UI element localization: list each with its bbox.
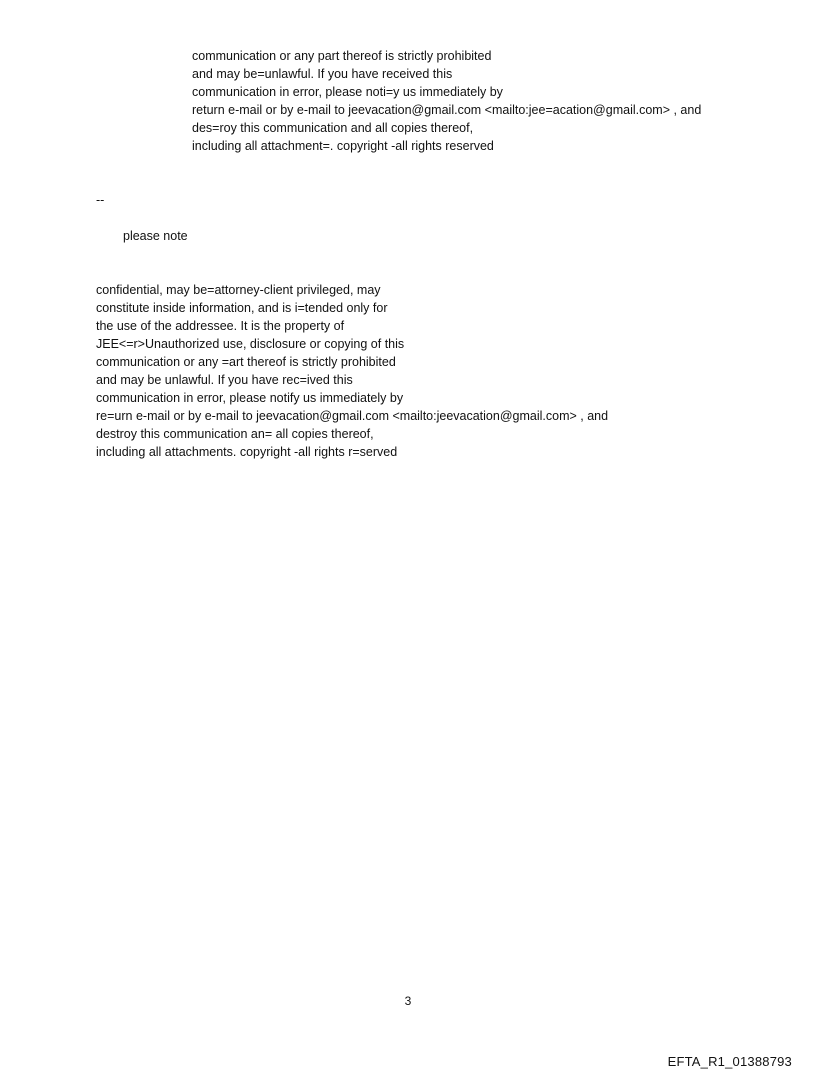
signature-separator: -- <box>96 193 105 207</box>
disclaimer-line: confidential, may be=attorney-client privileged, may <box>96 283 381 297</box>
please-note-text: please note <box>123 229 188 243</box>
disclaimer-line: destroy this communication an= all copies thereof, <box>96 427 374 441</box>
quoted-line: including all attachment=. copyright -all rights reserved <box>192 139 494 153</box>
document-id: EFTA_R1_01388793 <box>667 1054 792 1069</box>
quoted-line: return e-mail or by e-mail to jeevacation@gmail.com <mailto:jee=acation@gmail.com> , and <box>192 103 702 117</box>
quoted-line: and may be=unlawful. If you have received this <box>192 67 453 81</box>
quoted-line: communication in error, please noti=y us immediately by <box>192 85 503 99</box>
disclaimer-line: constitute inside information, and is i=tended only for <box>96 301 388 315</box>
disclaimer-line: including all attachments. copyright -all rights r=served <box>96 445 398 459</box>
page-number: 3 <box>404 994 412 1008</box>
disclaimer-line: re=urn e-mail or by e-mail to jeevacation@gmail.com <mailto:jeevacation@gmail.com> , and <box>96 409 609 423</box>
disclaimer-line: the use of the addressee. It is the property of <box>96 319 345 333</box>
disclaimer-line: and may be unlawful. If you have rec=ived this <box>96 373 353 387</box>
quoted-line: communication or any part thereof is strictly prohibited <box>192 49 492 63</box>
quoted-line: des=roy this communication and all copies thereof, <box>192 121 474 135</box>
disclaimer-line: communication or any =art thereof is strictly prohibited <box>96 355 396 369</box>
disclaimer-line: JEE<=r>Unauthorized use, disclosure or copying of this <box>96 337 405 351</box>
disclaimer-line: communication in error, please notify us immediately by <box>96 391 404 405</box>
disclaimer-block <box>96 281 608 461</box>
quoted-disclaimer-block <box>192 47 701 155</box>
